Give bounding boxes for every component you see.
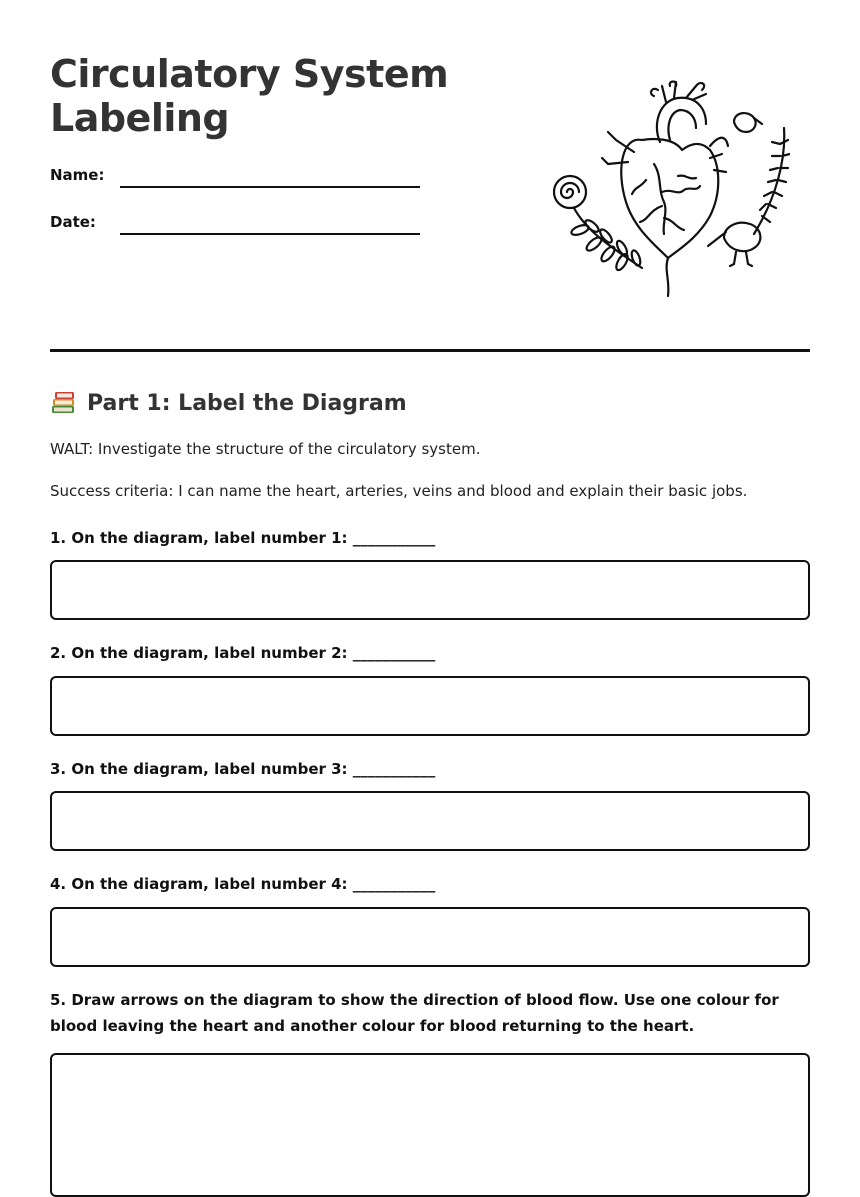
answer-box-3[interactable] bbox=[50, 791, 810, 851]
heart-illustration bbox=[550, 80, 790, 302]
question-3: 3. On the diagram, label number 3: ___________ bbox=[50, 760, 436, 778]
date-line[interactable] bbox=[120, 233, 420, 235]
question-4: 4. On the diagram, label number 4: ___________ bbox=[50, 875, 436, 893]
answer-box-4[interactable] bbox=[50, 907, 810, 967]
question-2: 2. On the diagram, label number 2: ___________ bbox=[50, 644, 436, 662]
date-field[interactable] bbox=[50, 213, 420, 237]
question-1: 1. On the diagram, label number 1: ___________ bbox=[50, 529, 436, 547]
answer-box-2[interactable] bbox=[50, 676, 810, 736]
answer-box-5[interactable] bbox=[50, 1053, 810, 1197]
name-label: Name: bbox=[50, 166, 105, 184]
success-criteria-text: Success criteria: I can name the heart, arteries, veins and blood and explain their basic jobs. bbox=[50, 482, 748, 500]
section-heading bbox=[50, 388, 407, 418]
walt-text: WALT: Investigate the structure of the circulatory system. bbox=[50, 440, 481, 458]
section-title: Part 1: Label the Diagram bbox=[87, 390, 407, 416]
answer-box-1[interactable] bbox=[50, 560, 810, 620]
heart-body bbox=[621, 139, 718, 258]
name-field[interactable] bbox=[50, 166, 420, 190]
question-5: 5. Draw arrows on the diagram to show the direction of blood flow. Use one colour for blood leaving the heart and another colour for blood returning to the heart. bbox=[50, 991, 779, 1035]
books-icon bbox=[50, 389, 78, 417]
date-label: Date: bbox=[50, 213, 96, 231]
name-line[interactable] bbox=[120, 186, 420, 188]
worksheet-title: Circulatory System Labeling bbox=[50, 52, 449, 140]
header-divider bbox=[50, 349, 810, 352]
